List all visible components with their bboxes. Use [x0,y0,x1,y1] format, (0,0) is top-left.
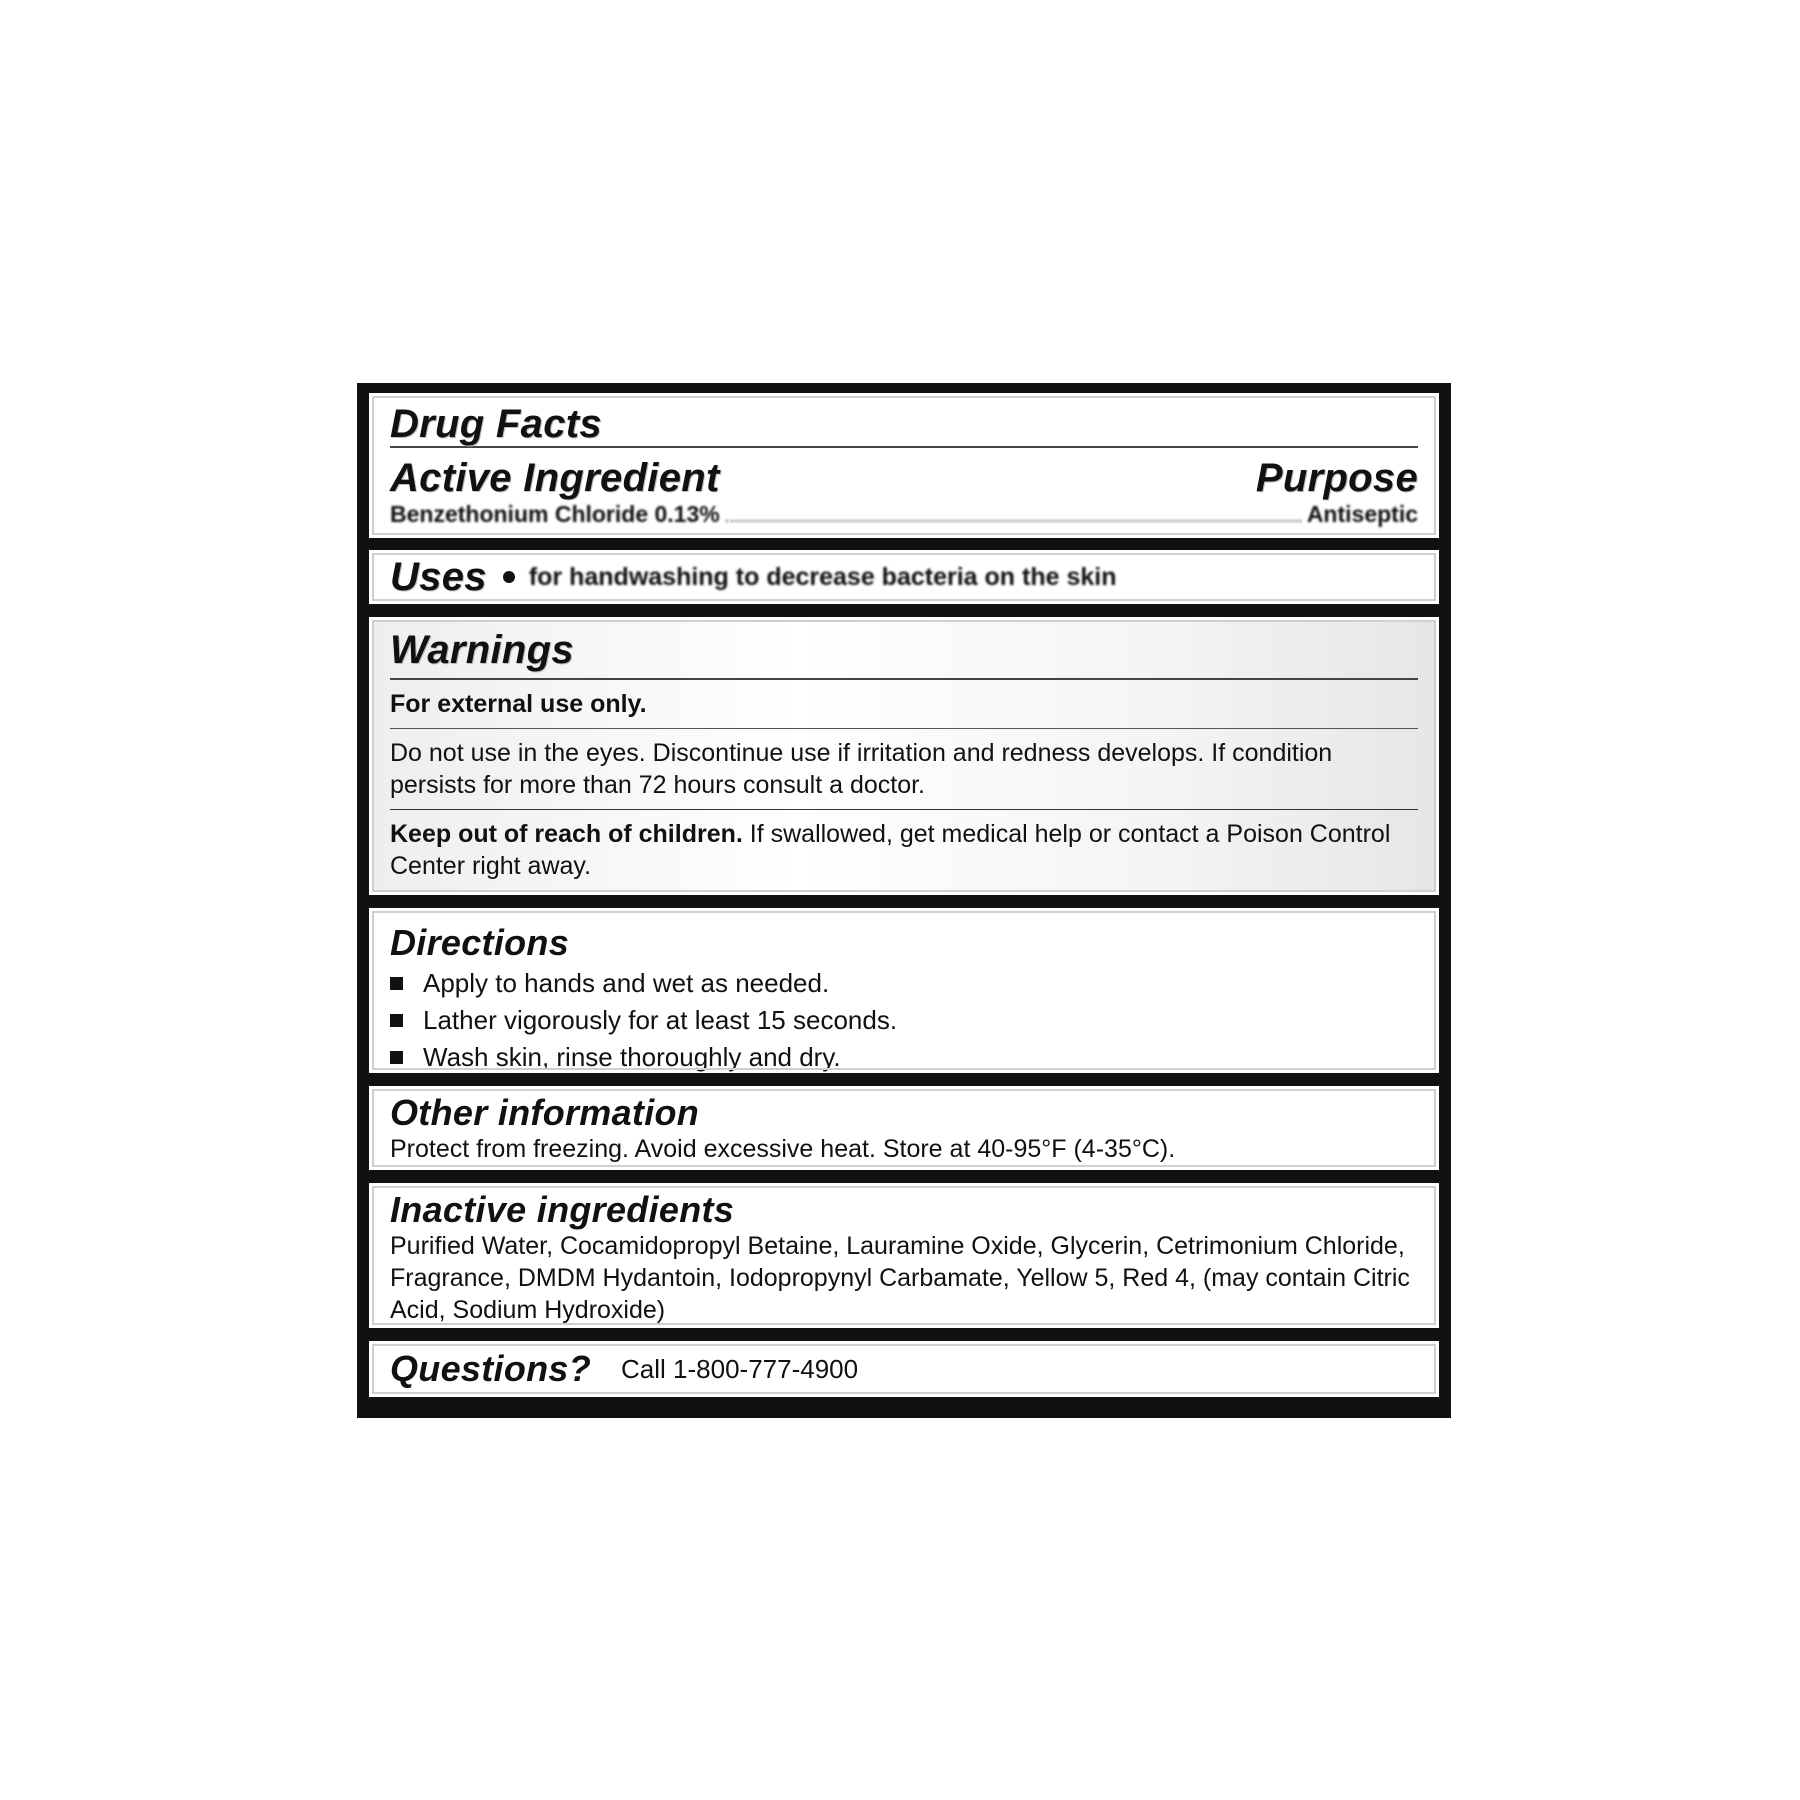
active-ingredient-row [390,500,1418,528]
directions-list [390,965,1418,1076]
divider [390,446,1418,448]
questions-panel [369,1341,1439,1397]
drug-facts-label [357,383,1451,1418]
children-warning-text: If swallowed, get medical help or contact a Poison Control Center right away. [390,820,1391,880]
drug-facts-title: Drug Facts [390,402,602,446]
children-warning [390,818,1418,882]
inactive-ingredients-panel [369,1183,1439,1328]
external-use-warning: For external use only. [390,690,647,718]
uses-heading: Uses [390,555,487,599]
questions-phone: Call 1-800-777-4900 [621,1353,859,1384]
other-information-text: Protect from freezing. Avoid excessive heat. Store at 40-95°F (4-35°C). [390,1135,1176,1163]
square-bullet-icon [390,977,403,990]
square-bullet-icon [390,1051,403,1064]
other-information-panel [369,1086,1439,1170]
purpose-heading: Purpose [1255,456,1418,500]
eye-warning: Do not use in the eyes. Discontinue use if irritation and redness develops. If condition persists for more than 72 hours consult a doctor. [390,739,1333,799]
inactive-ingredients-heading: Inactive ingredients [390,1189,735,1230]
drug-facts-panel [369,393,1439,538]
list-item [390,1002,1418,1039]
list-item [390,1039,1418,1076]
dot-leader [726,520,1301,522]
active-ingredient-purpose: Antiseptic [1306,501,1418,527]
active-ingredient-name: Benzethonium Chloride 0.13% [390,501,720,527]
active-ingredient-heading: Active Ingredient [390,456,720,500]
directions-panel [369,908,1439,1073]
warnings-panel [369,617,1439,895]
bullet-icon [503,571,515,583]
direction-text: Wash skin, rinse thoroughly and dry. [423,1042,841,1072]
direction-text: Lather vigorously for at least 15 seconds. [423,1005,898,1035]
children-warning-bold: Keep out of reach of children. [390,820,743,848]
direction-text: Apply to hands and wet as needed. [423,968,830,998]
warnings-heading: Warnings [390,628,574,672]
list-item [390,965,1418,1002]
directions-heading: Directions [390,922,570,963]
questions-heading: Questions? [390,1348,592,1389]
uses-panel [369,550,1439,604]
uses-text: for handwashing to decrease bacteria on the skin [528,562,1117,591]
other-information-heading: Other information [390,1092,700,1133]
inactive-ingredients-text: Purified Water, Cocamidopropyl Betaine, Lauramine Oxide, Glycerin, Cetrimonium Chloride, Fragrance, DMDM Hydantoin, Iodopropynyl Carbamate, Yellow 5, Red 4, (may contain Citric Acid, Sodium Hydroxide) [390,1232,1410,1324]
square-bullet-icon [390,1014,403,1027]
